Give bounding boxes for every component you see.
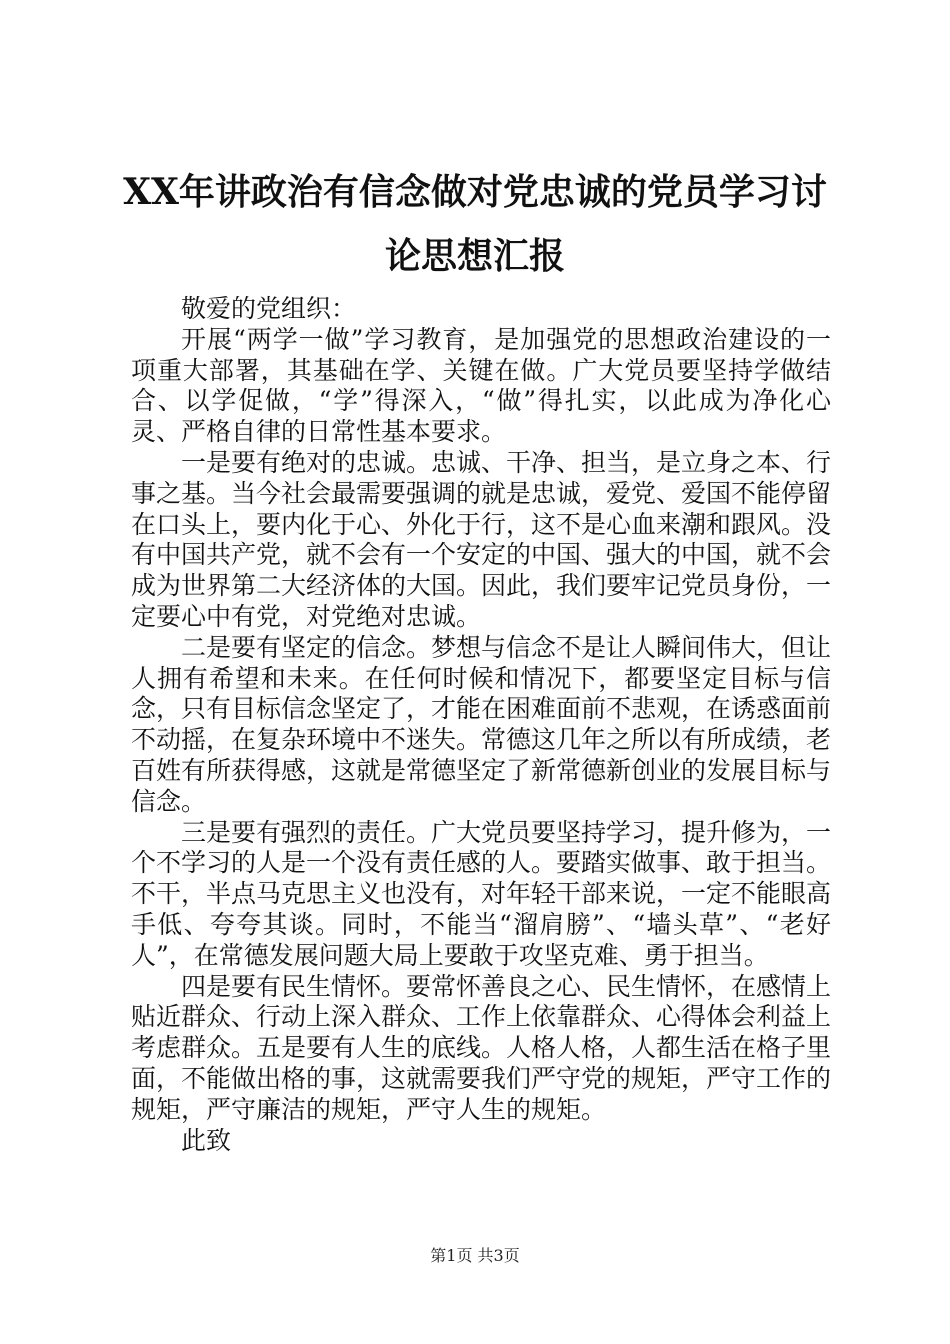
paragraph-intro: 开展“两学一做”学习教育，是加强党的思想政治建设的一项重大部署，其基础在学、关键在做。广大党员要坚持学做结合、以学促做，“学”得深入，“做”得扎实，以此成为净化心灵、严格自律的日常性基本要求。 [131,324,831,447]
paragraph-responsibility: 三是要有强烈的责任。广大党员要坚持学习，提升修为，一个不学习的人是一个没有责任感的人。要踏实做事、敢于担当。不干，半点马克思主义也没有，对年轻干部来说，一定不能眼高手低、夸夸其谈。同时，不能当“溜肩膀”、“墙头草”、“老好人”，在常德发展问题大局上要敢于攻坚克难、勇于担当。 [131,817,832,970]
paragraph-livelihood: 四是要有民生情怀。要常怀善良之心、民生情怀，在感情上贴近群众、行动上深入群众、工作上依靠群众、心得体会利益上考虑群众。五是要有人生的底线。人格人格，人都生活在格子里面，不能做出格的事，这就需要我们严守党的规矩，严守工作的规矩，严守廉洁的规矩，严守人生的规矩。 [131,971,832,1124]
paragraph-belief: 二是要有坚定的信念。梦想与信念不是让人瞬间伟大，但让人拥有希望和未来。在任何时候和情况下，都要坚定目标与信念，只有目标信念坚定了，才能在困难面前不悲观，在诱惑面前不动摇，在复杂环境中不迷失。常德这几年之所以有所成绩，老百姓有所获得感，这就是常德坚定了新常德新创业的发展目标与信念。 [131,632,832,816]
salutation: 敬爱的党组织： [181,294,357,323]
paragraph-loyalty: 一是要有绝对的忠诚。忠诚、干净、担当，是立身之本、行事之基。当今社会最需要强调的就是忠诚，爱党、爱国不能停留在口头上，要内化于心、外化于行，这不是心血来潮和跟风。没有中国共产党，就不会有一个安定的中国、强大的中国，就不会成为世界第二大经济体的大国。因此，我们要牢记党员身份，一定要心中有党，对党绝对忠诚。 [131,447,832,631]
closing: 此致 [181,1125,232,1155]
document-title: XX年讲政治有信念做对党忠诚的党员学习讨论思想汇报 [123,171,827,277]
page-number: 第1页 共3页 [430,1246,520,1265]
document-body [131,294,831,1156]
